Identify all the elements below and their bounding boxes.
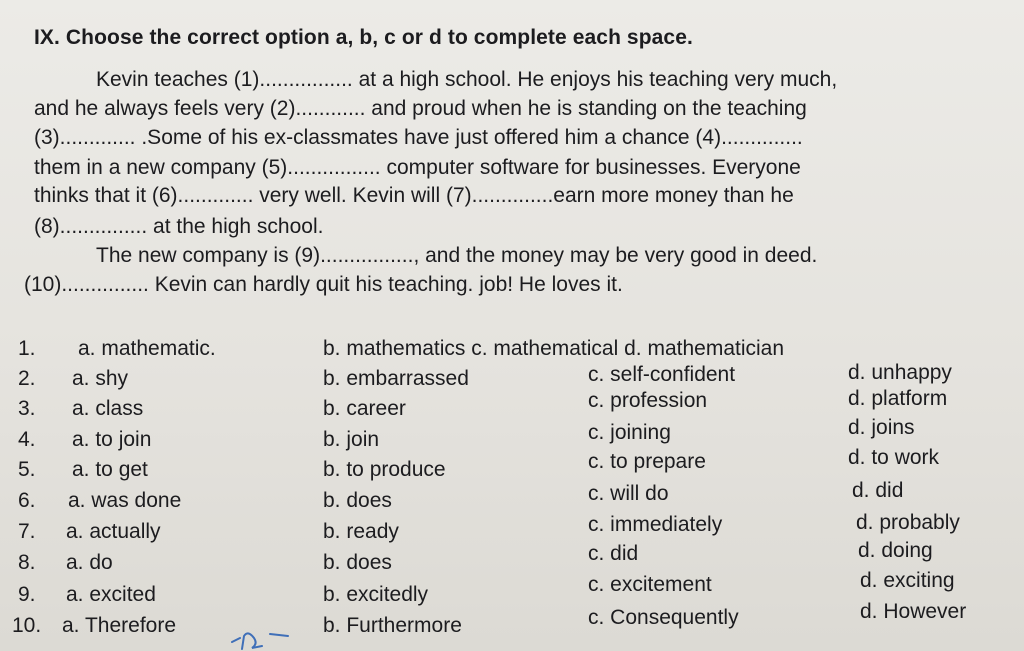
option-row-10 — [0, 600, 1024, 644]
question-number: 10. — [12, 614, 42, 637]
option-b: b. join — [323, 428, 380, 451]
option-a: a. was done — [68, 489, 182, 512]
question-number: 1. — [18, 337, 36, 360]
question-number: 9. — [18, 583, 36, 606]
exercise-heading: IX. Choose the correct option a, b, c or d to complete each space. — [34, 26, 693, 49]
passage-line: and he always feels very (2)............ and proud when he is standing on the teaching — [34, 97, 807, 120]
option-c: c. excitement — [588, 573, 712, 596]
question-number: 4. — [18, 428, 36, 451]
option-d: d. to work — [848, 446, 940, 469]
option-a: a. class — [72, 397, 144, 420]
question-number: 5. — [18, 458, 36, 481]
passage-line: them in a new company (5)................ computer software for businesses. Everyone — [34, 156, 801, 179]
passage-line: The new company is (9)................, and the money may be very good in deed. — [96, 244, 818, 267]
option-c: c. to prepare — [588, 450, 706, 473]
pen-scribble — [228, 616, 318, 651]
option-d: d. doing — [858, 539, 933, 562]
passage-line: Kevin teaches (1)................ at a high school. He enjoys his teaching very much, — [96, 68, 838, 91]
passage-line: thinks that it (6)............. very well. Kevin will (7)..............earn more money than he — [34, 184, 794, 207]
option-b: b. ready — [323, 520, 399, 543]
option-d: d. exciting — [860, 569, 955, 592]
option-c: c. did — [588, 542, 639, 565]
question-number: 2. — [18, 367, 36, 390]
option-d: d. probably — [856, 511, 960, 534]
passage-line: (8)............... at the high school. — [34, 215, 324, 238]
passage-line: (3)............. .Some of his ex-classmates have just offered him a chance (4).............. — [34, 126, 803, 149]
option-a: a. to get — [72, 458, 148, 481]
option-c: c. self-confident — [588, 363, 736, 386]
option-a: a. excited — [66, 583, 156, 606]
option-b: b. mathematics c. mathematical d. mathematician — [323, 337, 785, 360]
option-c: c. will do — [588, 482, 669, 505]
option-b: b. to produce — [323, 458, 446, 481]
option-d: d. did — [852, 479, 904, 502]
option-a: a. do — [66, 551, 113, 574]
option-c: c. immediately — [588, 513, 723, 536]
option-a: a. to join — [72, 428, 152, 451]
question-number: 8. — [18, 551, 36, 574]
question-number: 7. — [18, 520, 36, 543]
passage-line: (10)............... Kevin can hardly quit his teaching. job! He loves it. — [24, 273, 623, 296]
option-b: b. does — [323, 489, 392, 512]
question-number: 3. — [18, 397, 36, 420]
option-b: b. does — [323, 551, 392, 574]
option-d: d. However — [860, 600, 967, 623]
option-b: b. excitedly — [323, 583, 429, 606]
question-number: 6. — [18, 489, 36, 512]
option-a: a. shy — [72, 367, 129, 390]
option-d: d. platform — [848, 387, 948, 410]
option-a: a. Therefore — [62, 614, 177, 637]
option-a: a. actually — [66, 520, 161, 543]
option-d: d. joins — [848, 416, 915, 439]
option-a: a. mathematic. — [78, 337, 216, 360]
option-d: d. unhappy — [848, 361, 952, 384]
option-b: b. embarrassed — [323, 367, 469, 390]
option-c: c. Consequently — [588, 606, 739, 629]
option-b: b. Furthermore — [323, 614, 462, 637]
option-c: c. joining — [588, 421, 671, 444]
option-c: c. profession — [588, 389, 708, 412]
option-b: b. career — [323, 397, 406, 420]
